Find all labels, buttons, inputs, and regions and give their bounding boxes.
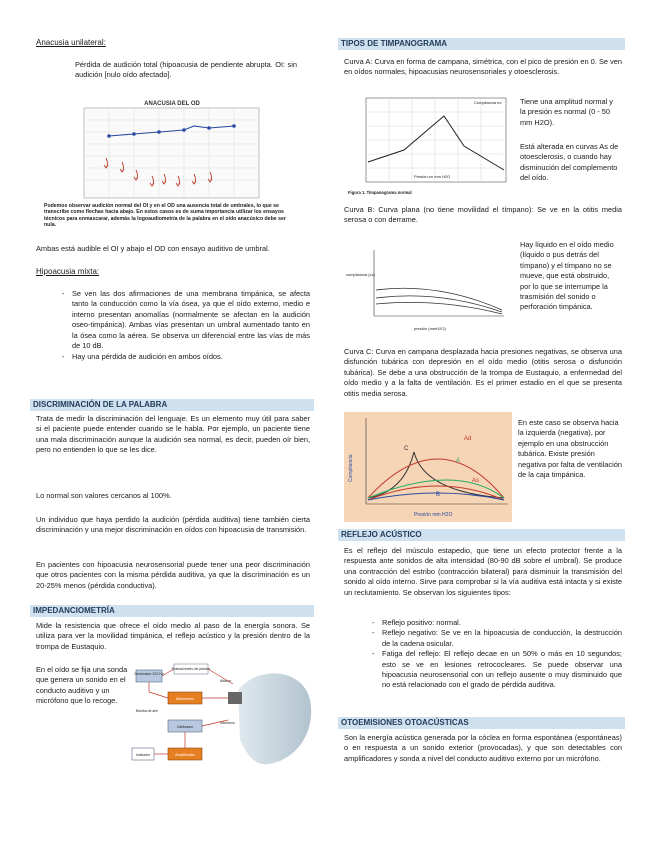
audiogram-figure	[44, 96, 294, 236]
reflejo-heading: REFLEJO ACÚSTICO	[338, 529, 625, 541]
fig3-ylabel: Compliancia	[348, 454, 354, 482]
audiogram-caption: Podemos observar audición normal del OI y en el OD una ausencia total de umbrales, lo que se transcribe como flechas hacia abajo. En estos casos es de suma importancia utilizar los ensayos técnicos para enmascarar, además la logoaudiometría de la palabra en el oído anacúsico debe ser nula.	[44, 203, 286, 229]
fig2-xlabel: presión (mmH2O)	[414, 326, 446, 331]
list-item: - Se ven las dos afirmaciones de una membrana timpánica, se afecta tanto la conducción como la vía ósea, ya que el oído externo, medio e interno presentan anomalías (normalmente se afectan en la audición oseo-timpánica). Ambas vías presentan un umbral aumentado tanto en la ósea como la aérea. Se observa un diferencial entre las vías de más de 10 dB.	[62, 289, 310, 351]
diagram-label-altavoz: Altavoz	[220, 679, 232, 683]
reflejo-list	[372, 618, 622, 691]
fig2-ylabel: compliancia (cc)	[346, 272, 375, 277]
fig1-legend-compliancia: Compliancia ml	[474, 100, 502, 105]
diagram-label-calibrador: Calibrador	[176, 725, 194, 729]
fig3-legend-as: As	[472, 478, 480, 484]
tipos-heading: TIPOS DE TIMPANOGRAMA	[338, 38, 625, 50]
curva-c-side: En este caso se observa hacia la izquierda (negativa), por ejemplo en una obstrucción tubárica. Existe presión negativa por falta de ventilación de la caja timpánica.	[518, 418, 622, 480]
otoemisiones-heading: OTOEMISIONES OTOACÚSTICAS	[338, 717, 625, 729]
curva-a-text: Curva A: Curva en forma de campana, simétrica, con el pico de presión en 0. Se ven en oídos normales, hipoacusias neurosensoriales y otoesclerosis.	[344, 57, 622, 77]
impedance-diagram	[128, 660, 318, 772]
curva-a-side-2: Está alterada en curvas As de otoesclerosis, o cuando hay disminución del complemento del oído.	[520, 142, 619, 183]
fig3-legend-c: C	[404, 446, 409, 452]
diagram-label-bomba: Bomba de aire	[136, 709, 159, 713]
tympanogram-types-figure	[344, 412, 512, 522]
fig3-legend-a: A	[456, 458, 461, 464]
curva-c-text: Curva C: Curva en campana desplazada hacia presiones negativas, se observa una disfunción tubárica con depresión en el oído medio (otitis serosa o disfunción tubárica). Se debe a una obstrucción de la trompa de Eustaquio, a enfermedad del oído medio y a la falta de ventilación. Es el primer estadio en el que se presenta otitis media serosa.	[344, 347, 622, 398]
fig1-caption: Figura 1. Timpanograma normal	[348, 190, 412, 195]
diagram-label-indicador: Indicador	[136, 753, 150, 757]
diagram-label-generador: Generador 220 Hz	[134, 672, 164, 676]
list-item: - Fatiga del reflejo: El reflejo decae en un 50% o más en 10 segundos; esto se ve en lesiones retrococleares. Se puede observar una hipoacusia neurosensorial con un reflejo ausente o muy disminuido que no está relacionado con el grado de pérdida auditiva.	[372, 649, 622, 691]
anacusia-summary: Ambas está audible el OI y abajo el OD con ensayo auditivo de umbral.	[36, 244, 270, 253]
impedanciometria-side: En el oído se fija una sonda que genera un sonido en el conducto auditivo y un micrófono que lo recoge.	[36, 665, 128, 706]
tympanogram-flat-figure	[344, 240, 516, 340]
otoemisiones-text: Son la energía acústica generada por la cóclea en forma espontánea (espontáneas) o en respuesta a un sonido exterior (provocadas), y que son detectables con amplificadores y sonda a nivel del conducto auditivo externo por un micrófono.	[344, 733, 622, 763]
tympanogram-normal-figure	[344, 90, 516, 198]
discriminacion-p2: Lo normal son valores cercanos al 100%.	[36, 491, 172, 500]
list-item: - Reflejo negativo: Se ve en la hipoacusia de conducción, la destrucción de la cadena osicular.	[372, 628, 622, 649]
diagram-label-microfono: Micrófono	[220, 721, 235, 725]
discriminacion-p1: Trata de medir la discriminación del lenguaje. Es un elemento muy útil para saber si el paciente puede entender cuando se le habla. Por ejemplo, un paciente tiene una mala discriminación aunque la audición sea normal, es decir, pueden oír bien, pero no entienden lo que se les dice.	[36, 414, 310, 455]
diagram-label-amplificador: Amplificador	[175, 753, 195, 757]
list-item: - Hay una pérdida de audición en ambos oídos.	[62, 352, 310, 362]
fig3-xlabel: Presión mm H2O	[414, 512, 453, 518]
fig3-legend-ad: Ad	[464, 436, 472, 442]
diagram-label-manometro: Manómetro	[175, 697, 195, 701]
reflejo-text: Es el reflejo del músculo estapedio, que tiene un efecto protector frente a la respuesta ante sonidos de alta intensidad (80-90 dB sobre el umbral). Se produce una contracción del estribo (contracción bilateral) para disminuir la transmisión del sonido al oído interno. Sirve para comprobar si la vía auditiva está intacta y si existe un reclutamiento. Se observan los siguientes tipos:	[344, 546, 622, 597]
hipoacusia-heading: Hipoacusia mixta:	[36, 267, 100, 276]
audiogram-title: ANACUSIA DEL OD	[144, 101, 200, 107]
fig3-legend-b: B	[436, 492, 441, 498]
hipoacusia-list	[62, 289, 310, 363]
impedanciometria-text: Mide la resistencia que ofrece el oído medio al paso de la energía sonora. Se utiliza para ver la movilidad timpánica, el reflejo acústico y la presión dentro de la trompa de Eustaquio.	[36, 621, 310, 651]
discriminacion-heading: DISCRIMINACIÓN DE LA PALABRA	[30, 399, 314, 411]
curva-b-side: Hay líquido en el oído medio (líquido o pus detrás del tímpano) y el tímpano no se mueve, que está obstruido, por lo que se interrumpe la trasmisión del sonido o perforación timpánica.	[520, 240, 614, 312]
anacusia-heading: Anacusia unilateral:	[36, 38, 106, 47]
fig1-legend-presion: Presión en mm H2O	[414, 174, 451, 179]
diagram-label-potenciometro: Potenciómetro de presión	[171, 667, 211, 671]
anacusia-text: Pérdida de audición total (hipoacusia de pendiente abrupta. OI: sin audición [nulo oído afectado].	[75, 60, 297, 80]
list-item: - Reflejo positivo: normal.	[372, 618, 622, 628]
discriminacion-p3: Un individuo que haya perdido la audición (pérdida auditiva) tiene también cierta discriminación y una mejor discriminación en oídos con hipoacusia de transmisión.	[36, 515, 310, 535]
curva-a-side-1: Tiene una amplitud normal y la presión es normal (0 - 50 mm H2O).	[520, 97, 613, 127]
discriminacion-p4: En pacientes con hipoacusia neurosensorial puede tener una peor discriminación que otros pacientes con la misma pérdida auditiva, ya que la discriminación es un 20-25% menos (pérdida conductiva).	[36, 560, 310, 590]
impedanciometria-heading: IMPEDANCIOMETRÍA	[30, 605, 314, 617]
curva-b-text: Curva B: Curva plana (no tiene movilidad el tímpano): Se ve en la otitis media serosa o con derrame.	[344, 205, 622, 225]
